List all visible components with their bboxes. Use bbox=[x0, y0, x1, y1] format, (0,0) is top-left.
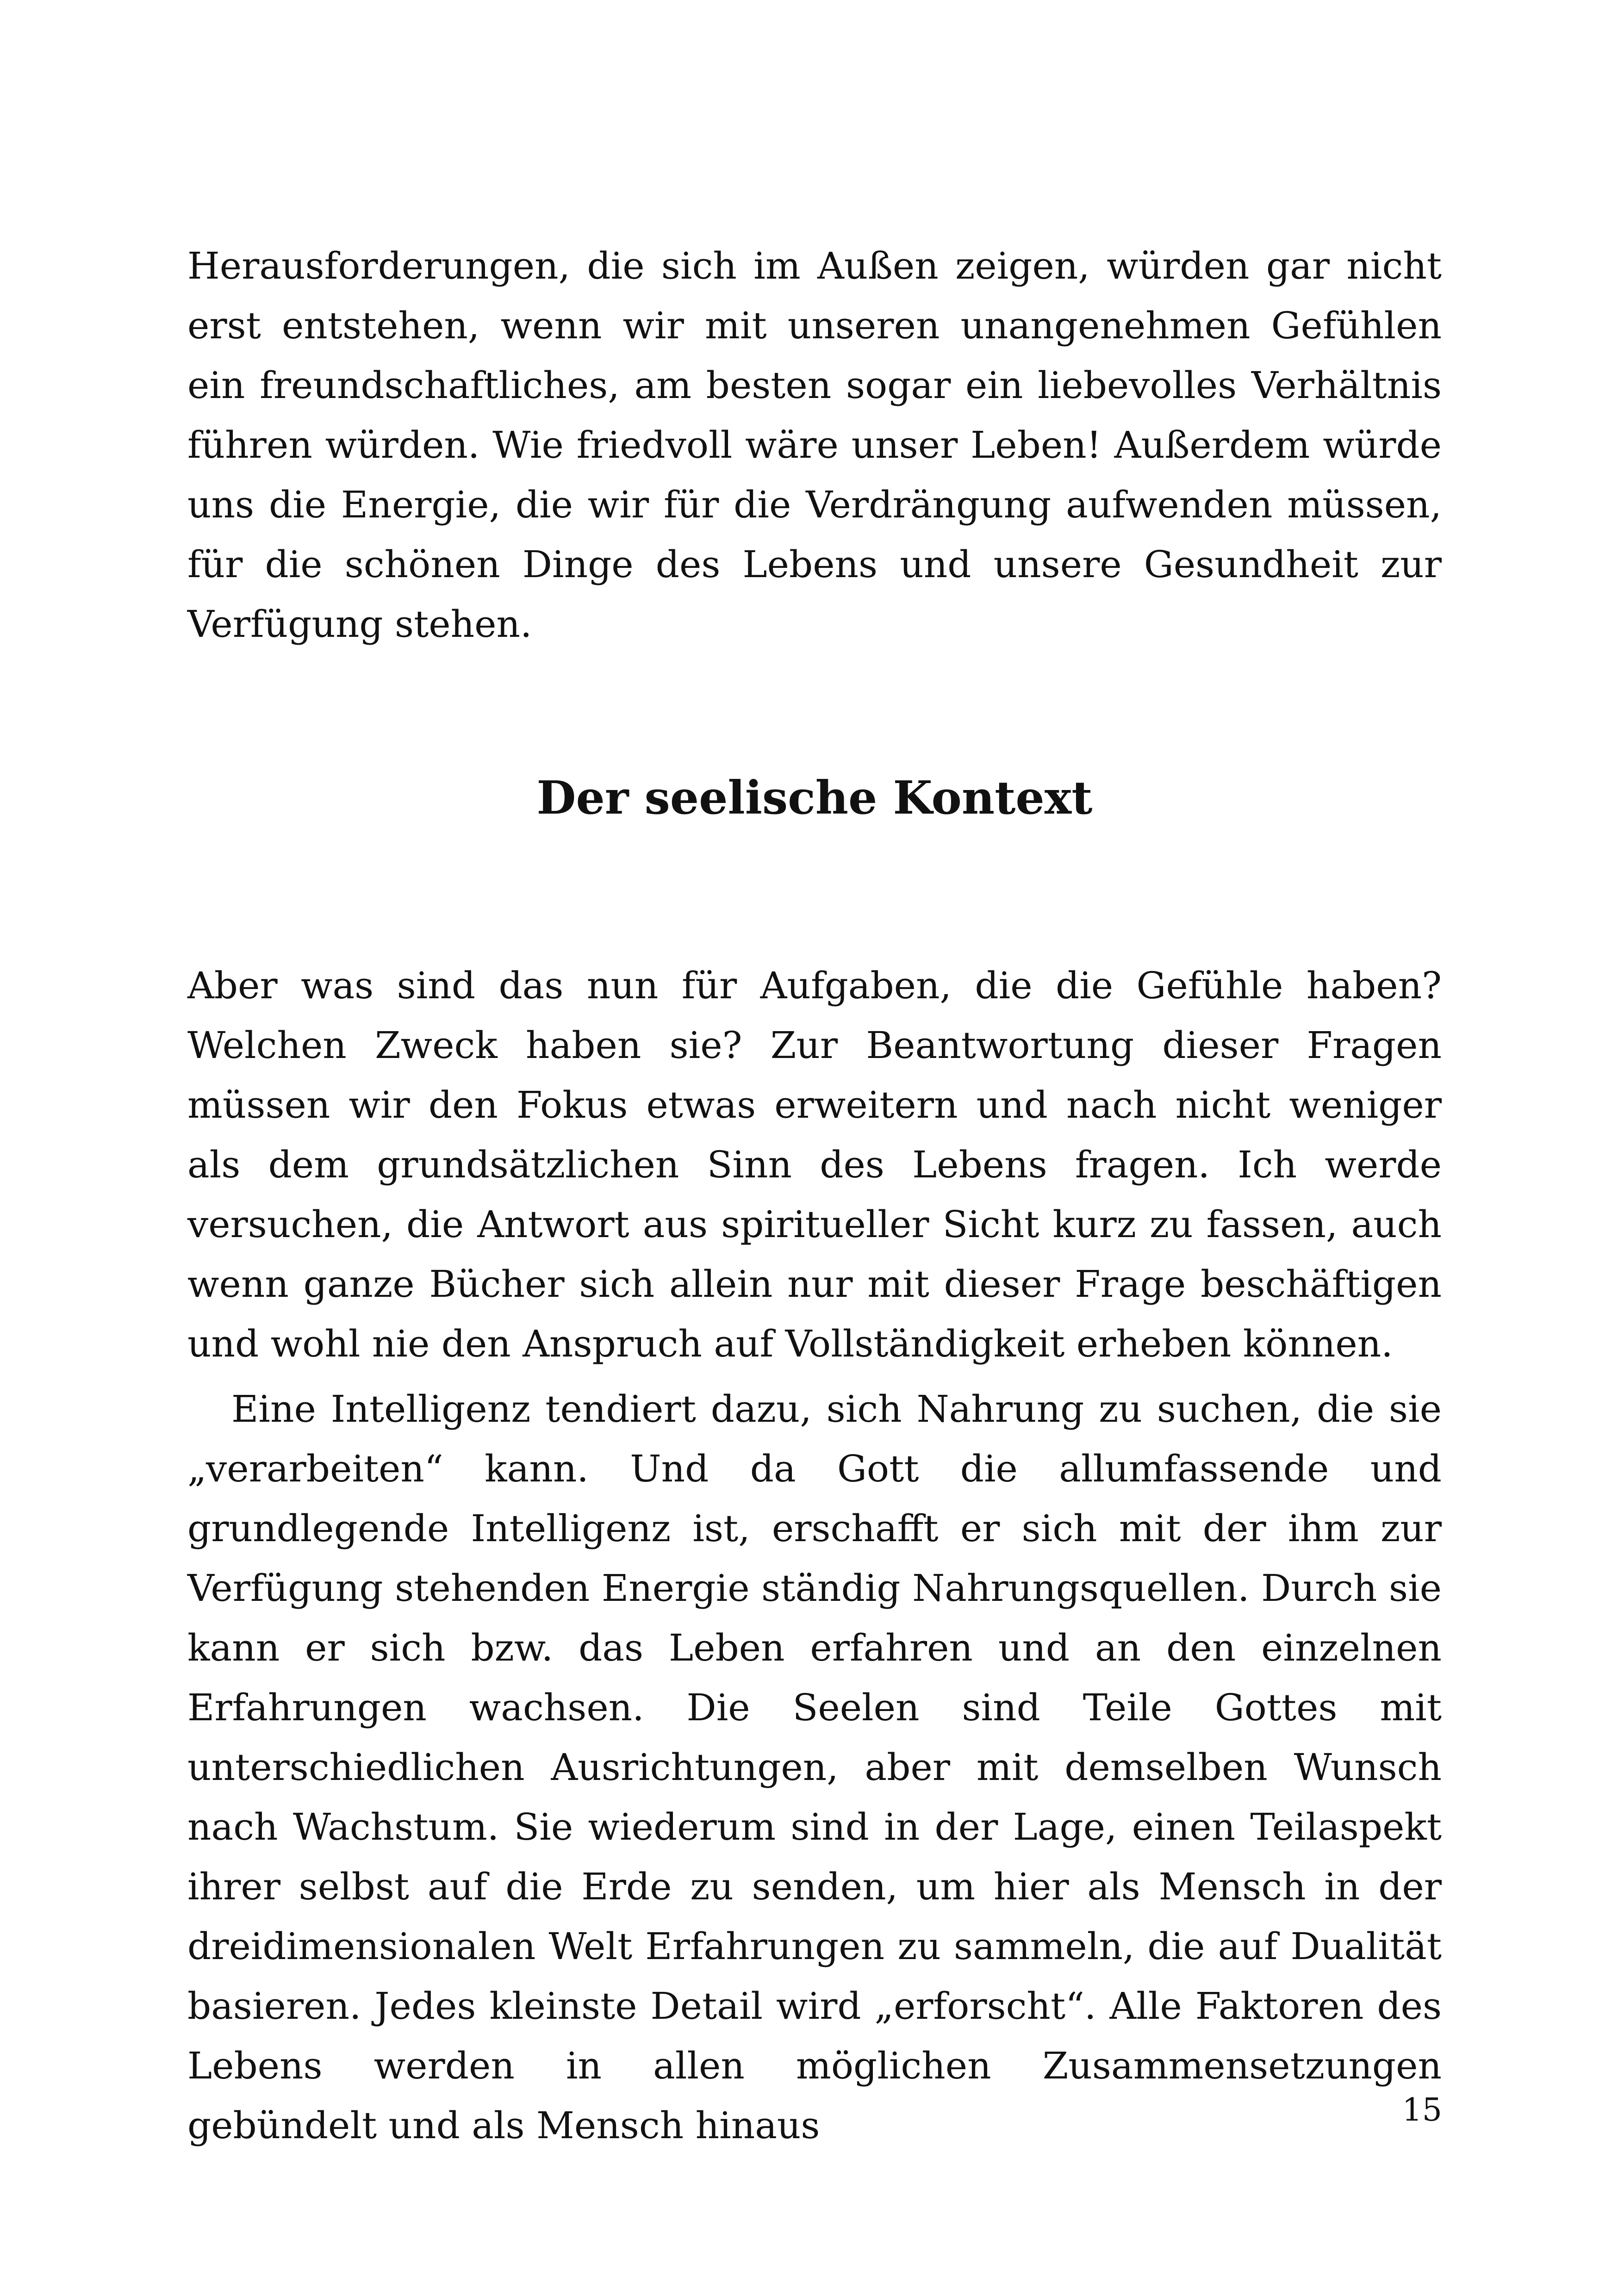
paragraph-intro: Herausforderungen, die sich im Außen zeigen, würden gar nicht erst entstehen, wenn wir mit unseren unangenehmen Gefühlen ein freundschaftliches, am besten sogar ein liebevolles Verhältnis führen würden. Wie friedvoll wäre unser Leben! Außerdem würde uns die Energie, die wir für die Verdrängung aufwenden müssen, für die schönen Dinge des Lebens und unsere Gesundheit zur Verfügung stehen. bbox=[187, 244, 1442, 646]
section-heading: Der seelische Kontext bbox=[536, 772, 1093, 825]
page-number: 15 bbox=[1402, 2092, 1442, 2128]
paragraph-intelligence: Eine Intelligenz tendiert dazu, sich Nahrung zu suchen, die sie „verarbeiten“ kann. Und da Gott die allumfassende und grundlegende Intelligenz ist, erschafft er sich mit der ihm zur Verfügung stehenden Energie ständig Nahrungsquellen. Durch sie kann er sich bzw. das Leben erfahren und an den einzelnen Erfahrungen wachsen. Die Seelen sind Teile Gottes mit unterschiedlichen Ausrichtungen, aber mit demselben Wunsch nach Wachstum. Sie wiederum sind in der Lage, einen Teilaspekt ihrer selbst auf die Erde zu senden, um hier als Mensch in der dreidimensionalen Welt Erfahrungen zu sammeln, die auf Dualität basieren. Jedes kleinste Detail wird „erforscht“. Alle Faktoren des Lebens werden in allen möglichen Zusammensetzungen gebündelt und als Mensch hinaus bbox=[187, 1388, 1442, 2147]
paragraph-question: Aber was sind das nun für Aufgaben, die die Gefühle haben? Welchen Zweck haben sie? Zur Beantwortung dieser Fragen müssen wir den Fokus etwas erweitern und nach nicht weniger als dem grundsätzlichen Sinn des Lebens fragen. Ich werde versuchen, die Antwort aus spiritueller Sicht kurz zu fassen, auch wenn ganze Bücher sich allein nur mit dieser Frage beschäftigen und wohl nie den Anspruch auf Vollständigkeit erheben können. bbox=[187, 964, 1442, 1365]
